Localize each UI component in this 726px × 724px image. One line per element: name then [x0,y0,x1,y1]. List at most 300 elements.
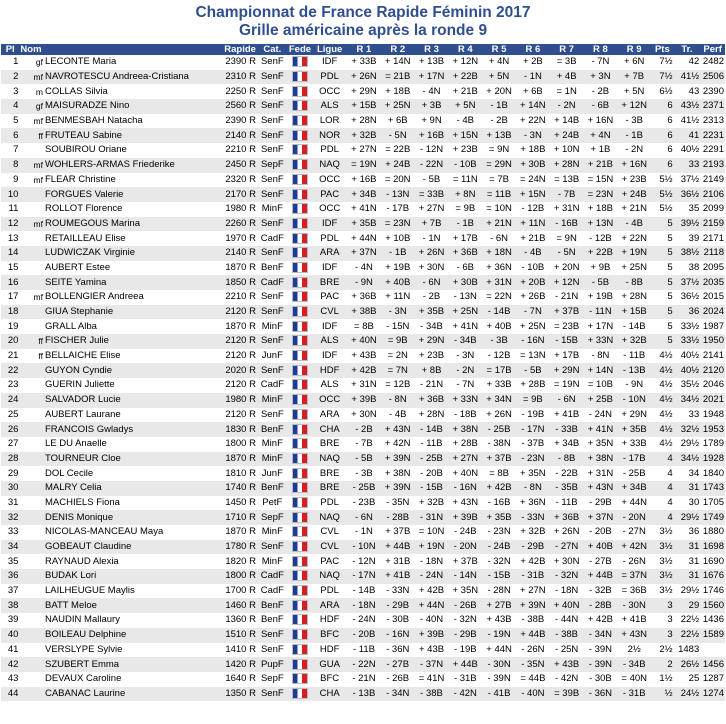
round-result-cell: + 4B [550,70,584,85]
round-result-cell: + 30B [448,275,482,290]
table-row [1,319,725,334]
title-cell: gf [35,57,43,68]
round-result-cell: + 40B [381,275,415,290]
category-cell: MinF [261,555,283,567]
category-cell: BenF [260,261,284,273]
round-result-cell: - 40N [516,687,550,702]
round-result-cell: - 2B [422,291,441,303]
table-row [1,334,725,349]
name-cell: LAILHEUGUE Maylis [44,585,135,597]
france-flag-icon [292,56,308,67]
round-result-cell: - 27B [589,555,612,567]
round-result-cell: - 33N [516,510,550,525]
name-cell: SZUBERT Emma [44,657,216,672]
round-result-cell: + 15B [617,305,651,320]
performance-cell: 2120 [700,363,725,378]
round-result-cell: + 19B [587,291,613,303]
round-result-cell: = 10N [486,203,512,215]
round-result-cell: + 14N [584,363,618,378]
title-cell [19,231,44,246]
rank-cell: 11 [8,203,19,215]
title-cell: ff [19,128,44,143]
performance-cell: 1436 [702,614,724,626]
round-result-cell: + 25N [520,320,546,332]
federation-cell [288,569,313,584]
name-cell: LUDWICZAK Virginie [44,246,216,261]
round-result-cell: + 21B [584,158,618,173]
performance-cell: 2021 [700,393,725,408]
name-cell: GIUA Stephanie [44,305,216,320]
round-result-cell: = 8B [489,467,509,479]
points-cell: 3 [651,598,674,613]
france-flag-icon [292,585,308,596]
round-result-cell: = 21B [381,70,415,85]
round-result-cell: + 25N [448,305,482,320]
name-cell: MACHIELS Fiona [44,496,120,508]
round-result-cell: + 18B [587,203,613,215]
table-row [1,261,725,276]
round-result-cell: + 13B [482,128,516,143]
category-cell: SenF [260,408,284,420]
performance-cell [700,643,725,658]
table-row [1,378,725,393]
round-result-cell: - 1B [448,217,482,232]
points-cell: 5 [667,232,673,244]
round-result-cell: + 37B [385,526,411,538]
league-cell: IDF [322,350,338,362]
league-cell: HDF [319,643,340,655]
round-result-cell: - 10N [617,393,651,408]
round-result-cell: - 32N [550,569,584,584]
rank-cell: 4 [1,99,19,114]
points-cell: 7½ [659,56,673,68]
federation-cell [288,452,313,467]
rank-cell: 33 [7,526,19,538]
points-cell: 4 [651,452,674,467]
league-cell: PAC [320,555,340,567]
table-row [1,687,725,702]
round-result-cell: + 9B [590,261,611,273]
france-flag-icon [292,71,308,82]
round-result-cell: = 33B [415,187,449,202]
rating-cell: 1820 R [225,555,256,567]
round-result-cell: + 34N [482,393,516,408]
name-cell: BELLAICHE Elise [44,350,121,362]
round-result-cell: + 32B [347,128,381,143]
round-result-cell: = 10B [587,379,613,391]
rating-cell: 1510 R [216,628,257,643]
round-result-cell: + 31N [351,379,377,391]
round-result-cell: + 5N [624,85,645,97]
rank-cell: 20 [1,334,19,349]
title-cell [19,657,44,672]
performance-cell: 2149 [702,173,724,185]
column-header: Perf [700,44,725,55]
round-result-cell: - 29B [448,628,482,643]
round-result-cell: + 31B [385,555,411,567]
table-row [1,496,725,511]
round-result-cell: + 16B [351,173,377,185]
table-header-row [1,44,725,55]
performance-cell: 1789 [702,438,724,450]
rating-cell: 1870 R [225,526,256,538]
round-result-cell: - 6N [347,510,381,525]
performance-cell: 2046 [702,379,724,391]
round-result-cell: + 23B [452,144,478,156]
title-cell [19,628,44,643]
name-cell: GUYON Cyndie [44,363,216,378]
round-result-cell: + 41N [351,203,377,215]
tiebreak-cell: 41½ [674,70,701,85]
tiebreak-cell: 33 [688,408,700,420]
federation-cell [288,422,313,437]
rating-cell: 1410 R [225,643,256,655]
round-result-cell: + 14N [516,99,550,114]
rating-cell: 1850 R [216,275,257,290]
tiebreak-cell: 40½ [680,350,700,362]
round-result-cell: + 26N [486,408,512,420]
league-cell: IDF [322,56,338,68]
rating-cell: 2120 R [225,379,256,391]
round-result-cell: + 25N [621,261,648,273]
round-result-cell: = 13B [554,173,580,185]
round-result-cell: - 12B [589,232,612,244]
column-header: Pl [1,44,19,55]
points-cell: 3½ [659,585,673,597]
tiebreak-cell: 41 [674,128,701,143]
tiebreak-cell: 35½ [680,379,700,391]
federation-cell [288,173,313,188]
rating-cell: 1870 R [216,452,257,467]
round-result-cell: + 39N [381,481,415,496]
round-result-cell: + 8N [448,187,482,202]
name-cell: NICOLAS-MANCEAU Maya [44,526,164,538]
round-result-cell: + 29N [550,363,584,378]
performance-cell: 2482 [702,56,724,68]
round-result-cell: + 24B [617,187,651,202]
name-cell: LECONTE Maria [44,56,117,68]
rating-cell: 1350 R [216,687,257,702]
tiebreak-cell: 29½ [680,438,700,450]
round-result-cell: + 36N [486,261,512,273]
performance-cell: 2099 [702,203,724,215]
tiebreak-cell: 37½ [674,275,701,290]
france-flag-icon [292,409,308,420]
round-result-cell: - 1B [482,99,516,114]
round-result-cell: - 17N [516,422,550,437]
france-flag-icon [292,247,308,258]
federation-cell [288,525,313,540]
round-result-cell: - 5B [516,363,550,378]
france-flag-icon [292,335,308,346]
federation-cell [288,613,313,628]
federation-cell [288,408,313,423]
round-result-cell: + 41B [381,569,415,584]
name-cell: FISCHER Julie [44,334,216,349]
table-row [1,143,725,158]
league-cell: IDF [322,261,338,273]
round-result-cell: + 19N [617,246,651,261]
league-cell: OCC [319,85,341,97]
tiebreak-cell: 25 [688,673,700,685]
name-cell: GUERIN Juliette [44,379,115,391]
federation-cell [288,99,313,114]
round-result-cell: - 8N [381,393,415,408]
rating-cell: 1830 R [216,422,257,437]
rating-cell: 1980 R [216,393,257,408]
points-cell: 4 [651,481,674,496]
round-result-cell: + 27B [482,598,516,613]
table-row [1,422,725,437]
title-cell [19,437,44,452]
round-result-cell: - 16N [381,628,415,643]
title-cell: mf [19,158,44,173]
round-result-cell: - 34B [617,657,651,672]
points-cell: 4½ [659,379,673,391]
round-result-cell: + 43N [452,496,479,508]
round-result-cell: = 24N [520,173,546,185]
league-cell: PAC [312,187,347,202]
round-result-cell: = 10N [418,526,445,538]
federation-cell [288,540,313,555]
round-result-cell: + 27N [351,144,377,156]
performance-cell: 1743 [700,481,725,496]
round-result-cell: + 32B [520,526,546,538]
round-result-cell: - 27N [622,526,646,538]
title-cell: mf [19,70,44,85]
rank-cell: 40 [1,628,19,643]
name-cell: TOURNEUR Cloe [44,452,216,467]
round-result-cell: + 41B [554,408,580,420]
round-result-cell: + 27N [448,452,482,467]
federation-cell [288,217,313,232]
federation-cell [288,261,313,276]
france-flag-icon [292,600,308,611]
table-row [1,231,725,246]
category-cell: SenF [260,56,284,68]
round-result-cell: - 42N [555,673,579,685]
performance-cell: 1987 [702,320,724,332]
title-cell [19,408,44,423]
name-cell: DENIS Monique [44,510,216,525]
round-result-cell: - 34N [584,628,618,643]
performance-cell: 1676 [700,569,725,584]
round-result-cell: - 26N [622,555,646,567]
league-cell: OCC [319,203,341,215]
federation-cell [288,114,313,129]
rating-cell: 1870 R [225,261,256,273]
round-result-cell: - 36N [584,687,618,702]
france-flag-icon [292,321,308,332]
round-result-cell: + 4N [488,56,510,68]
rating-cell: 2020 R [216,363,257,378]
round-result-cell: = 9N [556,232,577,244]
round-result-cell: - 25B [415,452,449,467]
round-result-cell: + 28N [621,291,648,303]
rank-cell: 15 [7,261,19,273]
title-cell: gf [19,99,44,114]
rating-cell: 2170 R [216,187,257,202]
round-result-cell: - 23N [487,526,511,538]
tiebreak-cell: 42 [688,56,700,68]
name-cell: FLEAR Christine [44,173,116,185]
league-cell: CHA [312,687,347,702]
category-cell: CadF [260,379,284,391]
round-result-cell: - 14B [352,585,376,597]
title-cell [19,687,44,702]
france-flag-icon [292,541,308,552]
round-result-cell: + 20N [486,85,512,97]
round-result-cell: - 18N [419,555,444,567]
rank-cell: 6 [1,128,19,143]
points-cell: 4½ [651,422,674,437]
category-cell: CadF [257,569,288,584]
round-result-cell: + 23B [418,350,445,362]
round-result-cell: + 43B [486,614,512,626]
france-flag-icon [292,174,308,185]
rating-cell: 1970 R [225,232,256,244]
france-flag-icon [292,556,308,567]
category-cell: MinF [261,526,283,538]
round-result-cell: + 34B [347,187,381,202]
round-result-cell: 2½ [627,643,641,655]
name-cell: ROUMEGOUS Marina [44,217,216,232]
performance-cell: 2024 [700,305,725,320]
category-cell: SenF [260,115,284,127]
performance-cell: 1274 [700,687,725,702]
league-cell: BRE [319,438,340,450]
round-result-cell: - 21N [352,673,376,685]
round-result-cell: - 5N [381,128,415,143]
title-cell: ff [19,334,44,349]
rank-cell: 17 [7,291,19,303]
rank-cell: 7 [13,144,19,156]
round-result-cell: - 37B [521,438,545,450]
round-result-cell: + 37B [550,305,584,320]
league-cell: PDL [320,144,339,156]
table-row [1,173,725,188]
round-result-cell: - 12B [521,203,545,215]
round-result-cell: = 13N [520,350,546,362]
table-row [1,393,725,408]
round-result-cell: + 44N [486,643,512,655]
round-result-cell: = 19N [553,379,580,391]
performance-cell: 2035 [700,275,725,290]
table-row [1,290,725,305]
round-result-cell: - 25N [555,643,579,655]
round-result-cell: + 37B [482,452,516,467]
title-cell [19,187,44,202]
round-result-cell: - 24B [482,540,516,555]
round-result-cell: - 35N [516,657,550,672]
round-result-cell: - 22N [347,657,381,672]
round-result-cell: + 31N [482,275,516,290]
france-flag-icon [292,688,308,699]
points-cell: 2 [651,657,674,672]
round-result-cell: + 15B [347,99,381,114]
round-result-cell: - 23N [516,452,550,467]
category-cell: SenF [257,540,288,555]
league-cell: BRE [312,481,347,496]
category-cell: BenF [260,614,284,626]
points-cell: 6 [667,115,673,127]
round-result-cell: - 18N [555,585,579,597]
rating-cell: 2390 R [225,56,256,68]
round-result-cell: = 20N [384,173,411,185]
round-result-cell: + 11N [516,217,550,232]
round-result-cell: - 30N [617,598,651,613]
league-cell: BFC [320,673,340,685]
round-result-cell: + 37N [584,510,618,525]
round-result-cell: + 36N [520,496,546,508]
title-cell [19,378,44,393]
round-result-cell: + 26N [347,70,381,85]
title-cell [19,584,44,599]
round-result-cell: + 30N [351,408,377,420]
rating-cell: 1450 R [225,496,256,508]
table-row [1,70,725,85]
points-cell: 3½ [659,555,673,567]
federation-cell [288,319,313,334]
points-cell: 4 [667,467,673,479]
round-result-cell: + 44B [448,657,482,672]
table-row [1,349,725,364]
round-result-cell: - 26N [521,643,545,655]
league-cell: NAQ [312,569,347,584]
rank-cell: 12 [1,217,19,232]
points-cell: 1½ [659,673,673,685]
league-cell: ALS [312,334,347,349]
federation-cell [288,687,313,702]
round-result-cell: + 35B [617,422,651,437]
round-result-cell: - 25B [482,422,516,437]
title-cell [19,246,44,261]
round-result-cell: - 39N [588,643,613,655]
name-cell: SALVADOR Lucie [44,393,216,408]
round-result-cell: - 20B [589,526,612,538]
federation-cell [288,158,313,173]
round-result-cell: - 3B [355,467,373,479]
table-row [1,466,725,481]
name-cell: BUDAK Lori [44,569,216,584]
table-row [1,540,725,555]
round-result-cell: - 27N [550,540,584,555]
round-result-cell: - 26B [386,673,410,685]
points-cell: 5 [667,261,673,273]
round-result-cell: + 38N [584,452,618,467]
round-result-cell: + 7B [617,70,651,85]
round-result-cell: + 16N [617,158,651,173]
table-row [1,657,725,672]
round-result-cell: - 4B [389,408,407,420]
france-flag-icon [292,350,308,361]
tiebreak-cell: 22½ [674,628,701,643]
france-flag-icon [292,570,308,581]
round-result-cell: - 7N [591,56,610,68]
round-result-cell: - 10B [448,158,482,173]
round-result-cell: - 29B [589,496,612,508]
tiebreak-cell: 39 [688,232,700,244]
table-row [1,202,725,217]
name-cell: AUBERT Laurane [44,408,121,420]
round-result-cell: - 24N [415,569,449,584]
france-flag-icon [292,644,308,655]
category-cell: SenF [257,628,288,643]
league-cell: PDL [320,585,339,597]
name-cell: AUBERT Estee [44,261,111,273]
column-header: R 3 [415,44,449,55]
table-row [1,55,725,70]
